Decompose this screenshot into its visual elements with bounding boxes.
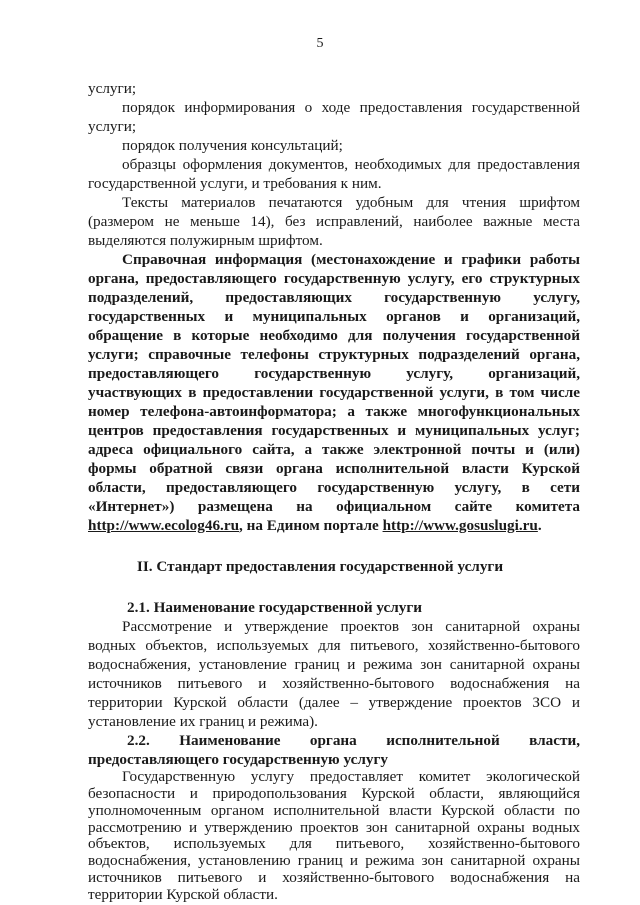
bold-text-line: подразделений, предоставляющих государственную услугу, — [88, 289, 580, 306]
text-line: уполномоченным органом исполнительной власти Курской области по — [88, 802, 580, 819]
text-line: выделяются полужирным шрифтом. — [88, 232, 323, 249]
bold-text-line: услуги; справочные телефоны структурных подразделений органа, — [88, 346, 580, 363]
text-line: Тексты материалов печатаются удобным для чтения шрифтом — [122, 194, 580, 211]
bold-text-line: государственных и муниципальных органов и организаций, — [88, 308, 580, 325]
ecolog-site-link[interactable]: http://www.ecolog46.ru — [88, 517, 240, 534]
text-line: порядок получения консультаций; — [122, 137, 343, 154]
text-line: водоснабжения, установление границ и режима зон санитарной охраны — [88, 656, 580, 673]
text-line: территории Курской области. — [88, 886, 278, 903]
links-middle-text: , на Едином портале — [239, 517, 383, 534]
subsection-title: 2.2. Наименование органа исполнительной власти, — [127, 732, 580, 749]
bold-text-line: формы обратной связи органа исполнительной власти Курской — [88, 460, 580, 477]
text-line: Рассмотрение и утверждение проектов зон санитарной охраны — [122, 618, 580, 635]
text-line: образцы оформления документов, необходимых для предоставления — [122, 156, 580, 173]
text-line: услуги; — [88, 118, 137, 135]
bold-text-line: органа, предоставляющего государственную услугу, его структурных — [88, 270, 580, 287]
text-line: услуги; — [88, 80, 137, 97]
bold-text-line: участвующих в предоставлении государственной услуги, в том числе — [88, 384, 580, 401]
text-line: Государственную услугу предоставляет комитет экологической — [122, 768, 580, 785]
text-line: государственной услуги, и требования к ним. — [88, 175, 382, 192]
bold-text-line: центров предоставления государственных и муниципальных услуг; — [88, 422, 580, 439]
gosuslugi-link[interactable]: http://www.gosuslugi.ru — [382, 517, 538, 534]
text-line: источников питьевого и хозяйственно-бытового водоснабжения на — [88, 675, 580, 692]
section-heading: II. Стандарт предоставления государственной услуги — [136, 558, 504, 575]
links-end-text: . — [537, 517, 542, 534]
text-line: установление их границ и режима). — [88, 713, 318, 730]
text-line: рассмотрению и утверждению проектов зон санитарной охраны водных — [88, 819, 580, 836]
subsection-title: 2.1. Наименование государственной услуги — [127, 599, 423, 616]
bold-text-line: обращение в которые необходимо для получения государственной — [88, 327, 580, 344]
bold-text-line: Справочная информация (местонахождение и графики работы — [122, 251, 580, 268]
bold-text-line: «Интернет») размещена на официальном сайте комитета — [88, 498, 580, 515]
text-line: (размером не меньше 14), без исправлений, наиболее важные места — [88, 213, 580, 230]
bold-text-line: предоставляющего государственную услугу, организаций, — [88, 365, 580, 382]
subsection-title: предоставляющего государственную услугу — [88, 751, 388, 768]
text-line: водоснабжения, установлению границ и режима зон санитарной охраны — [88, 852, 580, 869]
text-line: объектов, используемых для питьевого, хозяйственно-бытового — [88, 835, 580, 852]
bold-text-line: номер телефона-автоинформатора; а также многофункциональных — [88, 403, 580, 420]
links-line — [88, 516, 580, 535]
bold-text-line: области, предоставляющего государственную услугу, в сети — [88, 479, 580, 496]
page-number: 5 — [316, 36, 324, 51]
text-line: безопасности и природопользования Курской области, являющийся — [88, 785, 580, 802]
text-line: источников питьевого и хозяйственно-бытового водоснабжения на — [88, 869, 580, 886]
text-line: водных объектов, используемых для питьевого, хозяйственно-бытового — [88, 637, 580, 654]
text-line: территории Курской области (далее – утверждение проектов ЗСО и — [88, 694, 580, 711]
bold-text-line: адреса официального сайта, а также электронной почты и (или) — [88, 441, 580, 458]
text-line: порядок информирования о ходе предоставления государственной — [122, 99, 580, 116]
